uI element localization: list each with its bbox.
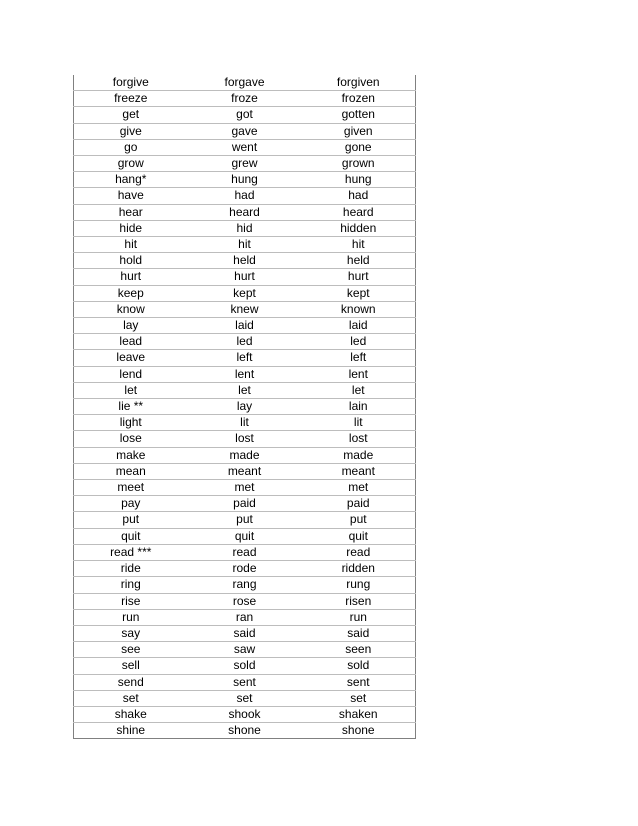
table-row xyxy=(74,431,416,447)
past-tense-cell: lay xyxy=(188,399,302,415)
table-row xyxy=(74,123,416,139)
table-row xyxy=(74,609,416,625)
past-participle-cell: lain xyxy=(302,399,416,415)
past-participle-cell: seen xyxy=(302,642,416,658)
base-form-cell: forgive xyxy=(74,75,188,91)
table-row xyxy=(74,723,416,739)
base-form-cell: hang* xyxy=(74,172,188,188)
base-form-cell: meet xyxy=(74,480,188,496)
table-row xyxy=(74,561,416,577)
past-participle-cell: lent xyxy=(302,366,416,382)
base-form-cell: quit xyxy=(74,528,188,544)
past-tense-cell: knew xyxy=(188,301,302,317)
past-participle-cell: gone xyxy=(302,139,416,155)
base-form-cell: shake xyxy=(74,706,188,722)
past-tense-cell: grew xyxy=(188,156,302,172)
past-participle-cell: quit xyxy=(302,528,416,544)
past-participle-cell: paid xyxy=(302,496,416,512)
table-row xyxy=(74,528,416,544)
table-row xyxy=(74,706,416,722)
past-tense-cell: lit xyxy=(188,415,302,431)
base-form-cell: hold xyxy=(74,253,188,269)
table-row xyxy=(74,269,416,285)
past-participle-cell: hit xyxy=(302,237,416,253)
past-participle-cell: lit xyxy=(302,415,416,431)
past-participle-cell: meant xyxy=(302,463,416,479)
past-participle-cell: let xyxy=(302,382,416,398)
table-row xyxy=(74,496,416,512)
past-participle-cell: made xyxy=(302,447,416,463)
past-tense-cell: rose xyxy=(188,593,302,609)
table-row xyxy=(74,188,416,204)
table-row xyxy=(74,318,416,334)
base-form-cell: lend xyxy=(74,366,188,382)
past-participle-cell: laid xyxy=(302,318,416,334)
past-tense-cell: met xyxy=(188,480,302,496)
past-participle-cell: met xyxy=(302,480,416,496)
past-participle-cell: sold xyxy=(302,658,416,674)
past-tense-cell: said xyxy=(188,625,302,641)
past-participle-cell: grown xyxy=(302,156,416,172)
past-participle-cell: put xyxy=(302,512,416,528)
table-row xyxy=(74,658,416,674)
past-tense-cell: sent xyxy=(188,674,302,690)
past-tense-cell: left xyxy=(188,350,302,366)
table-row xyxy=(74,91,416,107)
past-tense-cell: lent xyxy=(188,366,302,382)
past-participle-cell: had xyxy=(302,188,416,204)
past-participle-cell: frozen xyxy=(302,91,416,107)
base-form-cell: read *** xyxy=(74,544,188,560)
past-participle-cell: hidden xyxy=(302,220,416,236)
base-form-cell: mean xyxy=(74,463,188,479)
table-row xyxy=(74,301,416,317)
past-participle-cell: lost xyxy=(302,431,416,447)
base-form-cell: see xyxy=(74,642,188,658)
past-tense-cell: held xyxy=(188,253,302,269)
table-row xyxy=(74,399,416,415)
base-form-cell: lose xyxy=(74,431,188,447)
table-row xyxy=(74,172,416,188)
past-tense-cell: forgave xyxy=(188,75,302,91)
base-form-cell: ride xyxy=(74,561,188,577)
past-participle-cell: risen xyxy=(302,593,416,609)
past-tense-cell: shook xyxy=(188,706,302,722)
base-form-cell: get xyxy=(74,107,188,123)
base-form-cell: have xyxy=(74,188,188,204)
irregular-verbs-table xyxy=(73,75,416,739)
base-form-cell: put xyxy=(74,512,188,528)
past-participle-cell: run xyxy=(302,609,416,625)
base-form-cell: give xyxy=(74,123,188,139)
past-participle-cell: said xyxy=(302,625,416,641)
past-tense-cell: let xyxy=(188,382,302,398)
past-participle-cell: given xyxy=(302,123,416,139)
table-row xyxy=(74,75,416,91)
table-row xyxy=(74,156,416,172)
table-row xyxy=(74,577,416,593)
past-tense-cell: laid xyxy=(188,318,302,334)
table-row xyxy=(74,512,416,528)
past-tense-cell: froze xyxy=(188,91,302,107)
table-row xyxy=(74,674,416,690)
table-row xyxy=(74,415,416,431)
past-participle-cell: read xyxy=(302,544,416,560)
table-row xyxy=(74,625,416,641)
past-tense-cell: put xyxy=(188,512,302,528)
past-tense-cell: hid xyxy=(188,220,302,236)
past-participle-cell: known xyxy=(302,301,416,317)
past-tense-cell: gave xyxy=(188,123,302,139)
past-tense-cell: led xyxy=(188,334,302,350)
past-tense-cell: hurt xyxy=(188,269,302,285)
base-form-cell: rise xyxy=(74,593,188,609)
table-row xyxy=(74,204,416,220)
past-tense-cell: read xyxy=(188,544,302,560)
table-row xyxy=(74,350,416,366)
past-tense-cell: heard xyxy=(188,204,302,220)
base-form-cell: let xyxy=(74,382,188,398)
table-row xyxy=(74,139,416,155)
base-form-cell: hurt xyxy=(74,269,188,285)
base-form-cell: hit xyxy=(74,237,188,253)
base-form-cell: sell xyxy=(74,658,188,674)
table-row xyxy=(74,285,416,301)
past-tense-cell: sold xyxy=(188,658,302,674)
base-form-cell: go xyxy=(74,139,188,155)
past-tense-cell: went xyxy=(188,139,302,155)
table-row xyxy=(74,382,416,398)
base-form-cell: shine xyxy=(74,723,188,739)
base-form-cell: grow xyxy=(74,156,188,172)
table-row xyxy=(74,593,416,609)
past-tense-cell: quit xyxy=(188,528,302,544)
table-row xyxy=(74,253,416,269)
past-participle-cell: sent xyxy=(302,674,416,690)
table-row xyxy=(74,642,416,658)
past-tense-cell: paid xyxy=(188,496,302,512)
base-form-cell: pay xyxy=(74,496,188,512)
table-row xyxy=(74,690,416,706)
table-row xyxy=(74,220,416,236)
past-tense-cell: set xyxy=(188,690,302,706)
base-form-cell: freeze xyxy=(74,91,188,107)
base-form-cell: light xyxy=(74,415,188,431)
base-form-cell: say xyxy=(74,625,188,641)
past-participle-cell: kept xyxy=(302,285,416,301)
past-tense-cell: lost xyxy=(188,431,302,447)
past-participle-cell: left xyxy=(302,350,416,366)
past-tense-cell: rode xyxy=(188,561,302,577)
base-form-cell: leave xyxy=(74,350,188,366)
past-tense-cell: ran xyxy=(188,609,302,625)
verb-table-body xyxy=(74,75,416,739)
base-form-cell: make xyxy=(74,447,188,463)
table-row xyxy=(74,480,416,496)
base-form-cell: set xyxy=(74,690,188,706)
table-row xyxy=(74,544,416,560)
past-participle-cell: rung xyxy=(302,577,416,593)
table-row xyxy=(74,237,416,253)
past-tense-cell: hit xyxy=(188,237,302,253)
base-form-cell: lead xyxy=(74,334,188,350)
past-tense-cell: saw xyxy=(188,642,302,658)
past-tense-cell: meant xyxy=(188,463,302,479)
past-participle-cell: ridden xyxy=(302,561,416,577)
past-participle-cell: heard xyxy=(302,204,416,220)
table-row xyxy=(74,334,416,350)
past-participle-cell: held xyxy=(302,253,416,269)
table-row xyxy=(74,366,416,382)
base-form-cell: lie ** xyxy=(74,399,188,415)
base-form-cell: run xyxy=(74,609,188,625)
table-row xyxy=(74,463,416,479)
base-form-cell: keep xyxy=(74,285,188,301)
past-participle-cell: shaken xyxy=(302,706,416,722)
base-form-cell: ring xyxy=(74,577,188,593)
base-form-cell: send xyxy=(74,674,188,690)
base-form-cell: lay xyxy=(74,318,188,334)
past-tense-cell: got xyxy=(188,107,302,123)
table-row xyxy=(74,107,416,123)
past-tense-cell: had xyxy=(188,188,302,204)
base-form-cell: know xyxy=(74,301,188,317)
base-form-cell: hide xyxy=(74,220,188,236)
past-participle-cell: shone xyxy=(302,723,416,739)
past-participle-cell: led xyxy=(302,334,416,350)
past-tense-cell: rang xyxy=(188,577,302,593)
past-participle-cell: set xyxy=(302,690,416,706)
past-tense-cell: kept xyxy=(188,285,302,301)
past-participle-cell: forgiven xyxy=(302,75,416,91)
base-form-cell: hear xyxy=(74,204,188,220)
past-tense-cell: hung xyxy=(188,172,302,188)
table-row xyxy=(74,447,416,463)
past-participle-cell: gotten xyxy=(302,107,416,123)
past-participle-cell: hurt xyxy=(302,269,416,285)
past-participle-cell: hung xyxy=(302,172,416,188)
past-tense-cell: shone xyxy=(188,723,302,739)
past-tense-cell: made xyxy=(188,447,302,463)
